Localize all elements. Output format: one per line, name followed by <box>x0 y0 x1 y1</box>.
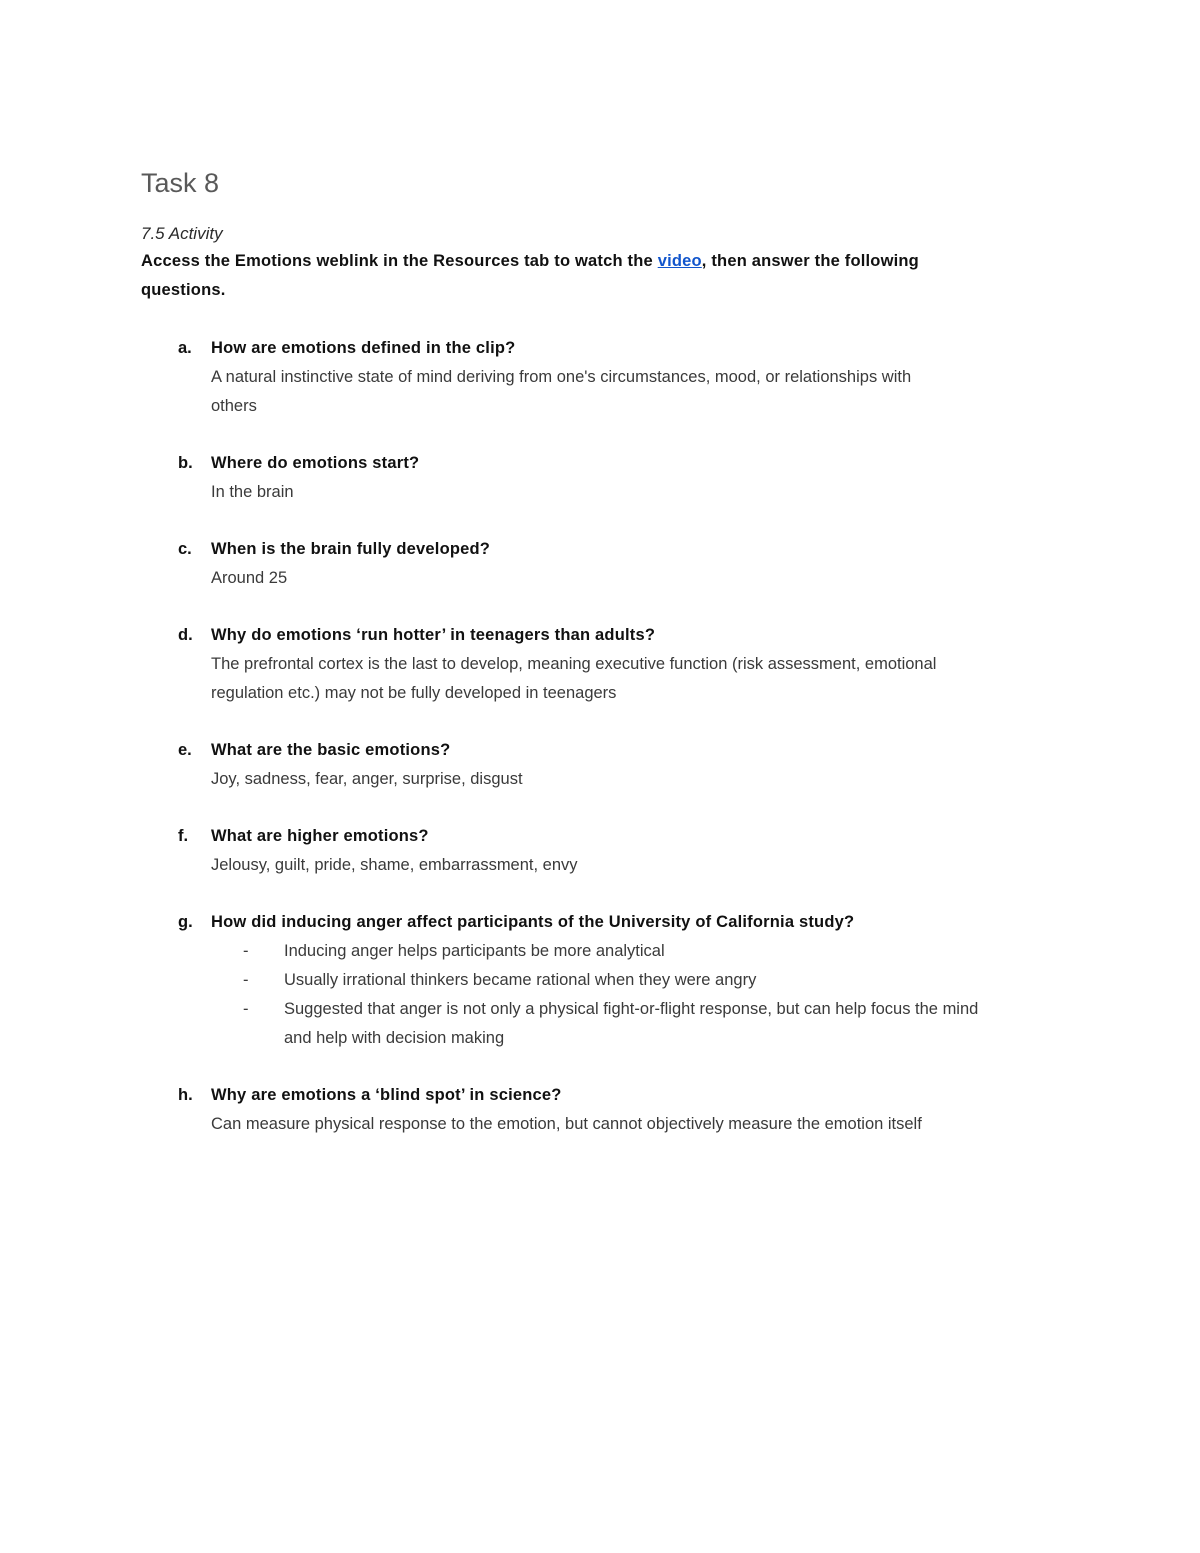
question-label: f. <box>178 827 189 845</box>
question-label: h. <box>178 1086 193 1104</box>
activity-subtitle: 7.5 Activity <box>141 224 223 243</box>
intro-text-before: Access the Emotions weblink in the Resources tab to watch the <box>141 252 658 270</box>
question-label: a. <box>178 339 192 357</box>
question-body <box>211 334 1080 421</box>
question-label: d. <box>178 626 193 644</box>
question-body <box>211 449 1080 507</box>
question-item <box>178 822 1080 880</box>
question-text: How did inducing anger affect participants of the University of California study? <box>211 913 855 931</box>
question-text: What are higher emotions? <box>211 827 429 845</box>
intro-paragraph <box>141 247 941 305</box>
question-body <box>211 535 1080 593</box>
question-label: e. <box>178 741 192 759</box>
question-item <box>178 449 1080 507</box>
question-answer: A natural instinctive state of mind deriving from one's circumstances, mood, or relationships with others <box>211 368 912 415</box>
question-text: Where do emotions start? <box>211 454 420 472</box>
question-answer: Joy, sadness, fear, anger, surprise, disgust <box>211 770 523 788</box>
dash-bullet-icon: - <box>243 1000 249 1018</box>
dash-bullet-icon: - <box>243 971 249 989</box>
bullet-text: Usually irrational thinkers became rational when they were angry <box>284 971 757 989</box>
question-text: When is the brain fully developed? <box>211 540 491 558</box>
intro-text-after: , then answer the following questions. <box>141 252 919 299</box>
question-body <box>211 822 1080 880</box>
page-title: Task 8 <box>141 168 220 198</box>
question-label: b. <box>178 454 193 472</box>
question-body <box>211 621 1080 708</box>
dash-bullet-icon: - <box>243 942 249 960</box>
bullet-item <box>211 937 1080 966</box>
question-answer: Jelousy, guilt, pride, shame, embarrassment, envy <box>211 856 578 874</box>
bullet-list <box>211 937 1080 1053</box>
question-answer: In the brain <box>211 483 294 501</box>
bullet-text: Suggested that anger is not only a physical fight-or-flight response, but can help focus the mind and help with decision making <box>284 1000 979 1047</box>
question-body <box>211 1081 1080 1139</box>
question-item <box>178 736 1080 794</box>
question-text: Why are emotions a ‘blind spot’ in science? <box>211 1086 562 1104</box>
video-link[interactable]: video <box>657 252 702 270</box>
question-text: How are emotions defined in the clip? <box>211 339 516 357</box>
question-answer: The prefrontal cortex is the last to develop, meaning executive function (risk assessment, emotional regulation etc.) may not be fully developed in teenagers <box>211 655 937 702</box>
question-item <box>178 334 1080 421</box>
question-item <box>178 621 1080 708</box>
bullet-text: Inducing anger helps participants be more analytical <box>284 942 665 960</box>
question-body <box>211 908 1080 1053</box>
question-item <box>178 908 1080 1053</box>
question-list <box>141 334 1080 1139</box>
question-text: What are the basic emotions? <box>211 741 451 759</box>
question-label: c. <box>178 540 192 558</box>
question-text: Why do emotions ‘run hotter’ in teenagers than adults? <box>211 626 656 644</box>
question-label: g. <box>178 913 193 931</box>
question-answer: Around 25 <box>211 569 288 587</box>
question-item <box>178 535 1080 593</box>
bullet-item <box>211 995 1080 1053</box>
question-body <box>211 736 1080 794</box>
question-item <box>178 1081 1080 1139</box>
question-answer: Can measure physical response to the emotion, but cannot objectively measure the emotion itself <box>211 1115 922 1133</box>
bullet-item <box>211 966 1080 995</box>
